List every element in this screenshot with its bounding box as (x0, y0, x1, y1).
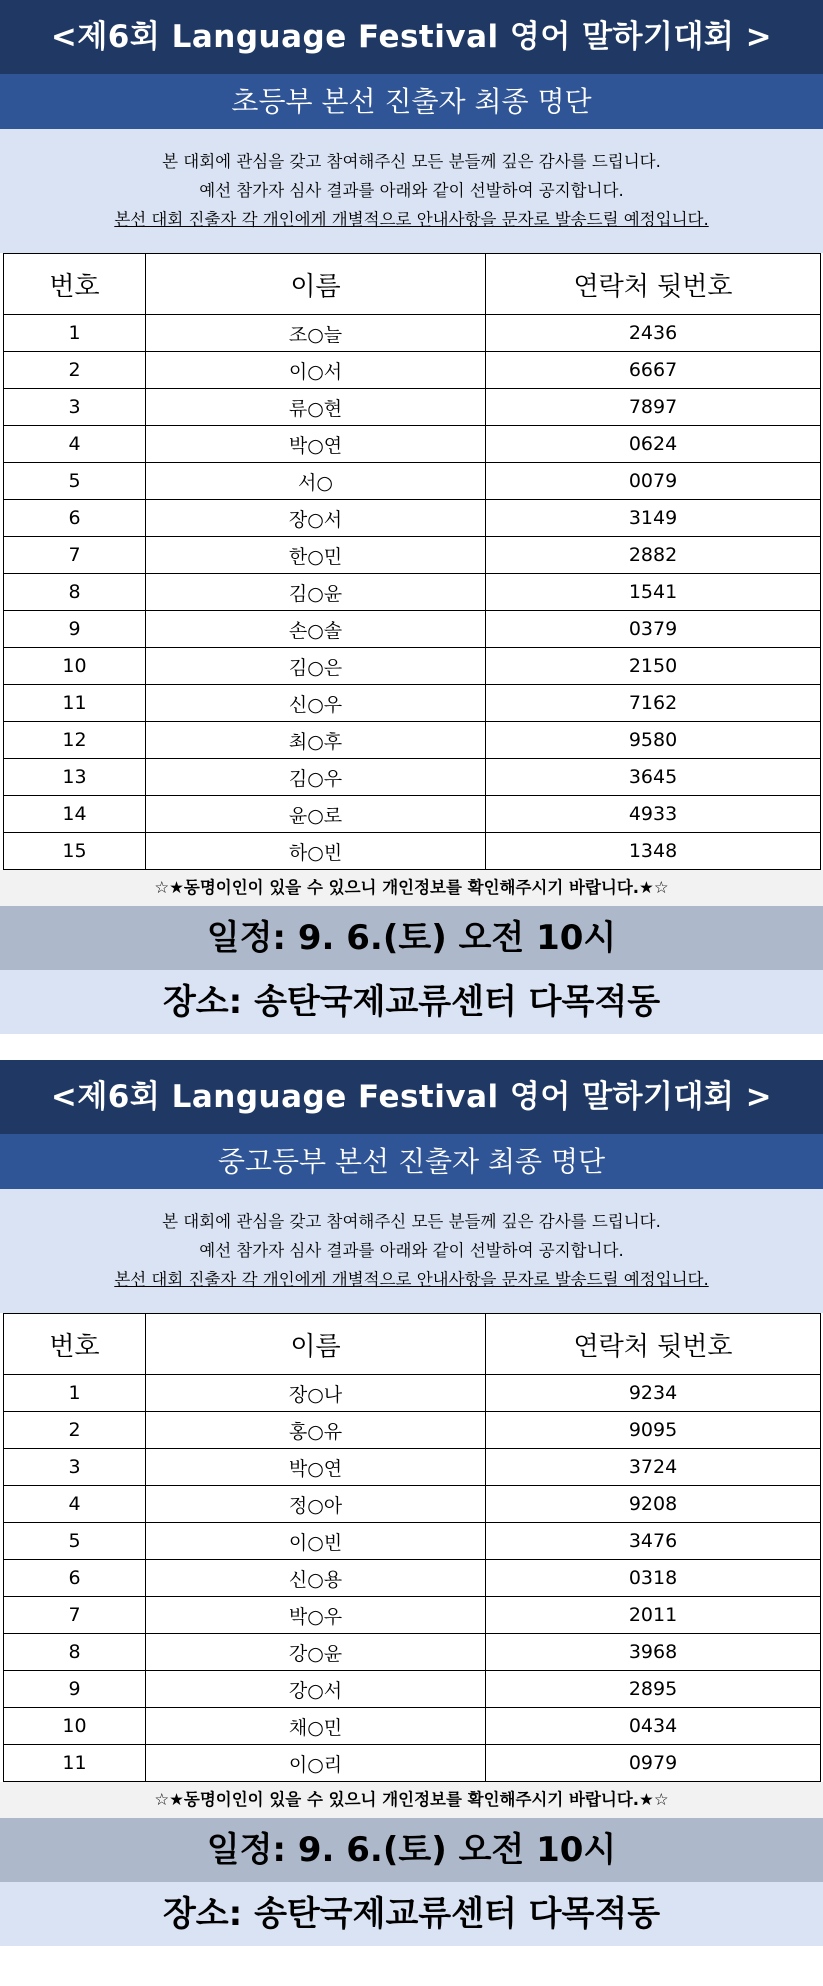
row-phone-cell: 3724 (486, 1449, 821, 1486)
row-phone-cell: 7897 (486, 389, 821, 426)
row-phone-cell: 9580 (486, 722, 821, 759)
row-phone-cell: 3968 (486, 1634, 821, 1671)
table-row (4, 759, 821, 796)
finalist-table (3, 253, 821, 870)
row-name-cell: 김○은 (146, 648, 486, 685)
row-name-cell: 이○리 (146, 1745, 486, 1782)
row-number-cell: 15 (4, 833, 146, 870)
row-phone-cell: 9234 (486, 1375, 821, 1412)
row-phone-cell: 2150 (486, 648, 821, 685)
row-name-cell: 신○용 (146, 1560, 486, 1597)
column-header-name: 이름 (146, 254, 486, 315)
row-name-cell: 박○우 (146, 1597, 486, 1634)
row-phone-cell: 3476 (486, 1523, 821, 1560)
row-name-cell: 채○민 (146, 1708, 486, 1745)
row-name-cell: 조○늘 (146, 315, 486, 352)
table-row (4, 315, 821, 352)
row-name-cell: 박○연 (146, 426, 486, 463)
notice-line: 본선 대회 진출자 각 개인에게 개별적으로 안내사항을 문자로 발송드릴 예정입니다. (114, 210, 709, 229)
row-phone-cell: 3149 (486, 500, 821, 537)
notice-line: 예선 참가자 심사 결과를 아래와 같이 선발하여 공지합니다. (199, 181, 624, 200)
notice-box (0, 1189, 823, 1313)
row-name-cell: 김○우 (146, 759, 486, 796)
table-row (4, 574, 821, 611)
row-number-cell: 9 (4, 1671, 146, 1708)
row-name-cell: 강○서 (146, 1671, 486, 1708)
table-row (4, 1597, 821, 1634)
column-header-number: 번호 (4, 1314, 146, 1375)
notice-line: 본선 대회 진출자 각 개인에게 개별적으로 안내사항을 문자로 발송드릴 예정입니다. (114, 1270, 709, 1289)
table-row (4, 796, 821, 833)
schedule-bar: 일정: 9. 6.(토) 오전 10시 (0, 1818, 823, 1882)
table-row (4, 1708, 821, 1745)
table-row (4, 1486, 821, 1523)
notice-line: 예선 참가자 심사 결과를 아래와 같이 선발하여 공지합니다. (199, 1241, 624, 1260)
row-name-cell: 하○빈 (146, 833, 486, 870)
row-number-cell: 4 (4, 426, 146, 463)
row-number-cell: 1 (4, 315, 146, 352)
row-number-cell: 2 (4, 352, 146, 389)
table-row (4, 389, 821, 426)
table-header-row (4, 1314, 821, 1375)
row-number-cell: 3 (4, 389, 146, 426)
column-header-phone: 연락처 뒷번호 (486, 1314, 821, 1375)
row-number-cell: 14 (4, 796, 146, 833)
row-name-cell: 윤○로 (146, 796, 486, 833)
table-row (4, 463, 821, 500)
row-phone-cell: 2882 (486, 537, 821, 574)
row-number-cell: 7 (4, 537, 146, 574)
event-title: <제6회 Language Festival 영어 말하기대회 > (0, 0, 823, 74)
row-phone-cell: 1541 (486, 574, 821, 611)
notice-box (0, 129, 823, 253)
row-name-cell: 신○우 (146, 685, 486, 722)
row-phone-cell: 0434 (486, 1708, 821, 1745)
table-row (4, 722, 821, 759)
row-number-cell: 8 (4, 1634, 146, 1671)
table-row (4, 500, 821, 537)
row-number-cell: 6 (4, 500, 146, 537)
row-phone-cell: 6667 (486, 352, 821, 389)
row-name-cell: 최○후 (146, 722, 486, 759)
row-number-cell: 10 (4, 1708, 146, 1745)
row-phone-cell: 2011 (486, 1597, 821, 1634)
row-name-cell: 장○서 (146, 500, 486, 537)
table-row (4, 426, 821, 463)
place-bar: 장소: 송탄국제교류센터 다목적동 (0, 970, 823, 1034)
row-number-cell: 11 (4, 1745, 146, 1782)
list-subtitle: 중고등부 본선 진출자 최종 명단 (0, 1134, 823, 1189)
warning-note: ☆★동명이인이 있을 수 있으니 개인정보를 확인해주시기 바랍니다.★☆ (0, 870, 823, 906)
notice-line: 본 대회에 관심을 갖고 참여해주신 모든 분들께 깊은 감사를 드립니다. (162, 152, 661, 171)
row-name-cell: 이○빈 (146, 1523, 486, 1560)
row-phone-cell: 0979 (486, 1745, 821, 1782)
table-row (4, 685, 821, 722)
table-row (4, 1745, 821, 1782)
column-header-phone: 연락처 뒷번호 (486, 254, 821, 315)
row-number-cell: 12 (4, 722, 146, 759)
row-phone-cell: 0079 (486, 463, 821, 500)
finalist-table (3, 1313, 821, 1782)
row-name-cell: 박○연 (146, 1449, 486, 1486)
row-phone-cell: 3645 (486, 759, 821, 796)
row-number-cell: 11 (4, 685, 146, 722)
schedule-bar: 일정: 9. 6.(토) 오전 10시 (0, 906, 823, 970)
place-bar: 장소: 송탄국제교류센터 다목적동 (0, 1882, 823, 1946)
row-number-cell: 4 (4, 1486, 146, 1523)
table-row (4, 1375, 821, 1412)
row-name-cell: 강○윤 (146, 1634, 486, 1671)
row-name-cell: 홍○유 (146, 1412, 486, 1449)
table-header-row (4, 254, 821, 315)
row-phone-cell: 1348 (486, 833, 821, 870)
table-row (4, 1560, 821, 1597)
row-name-cell: 김○윤 (146, 574, 486, 611)
row-name-cell: 류○현 (146, 389, 486, 426)
column-header-number: 번호 (4, 254, 146, 315)
table-row (4, 648, 821, 685)
table-row (4, 1634, 821, 1671)
row-number-cell: 8 (4, 574, 146, 611)
column-header-name: 이름 (146, 1314, 486, 1375)
notice-line: 본 대회에 관심을 갖고 참여해주신 모든 분들께 깊은 감사를 드립니다. (162, 1212, 661, 1231)
table-row (4, 833, 821, 870)
row-number-cell: 7 (4, 1597, 146, 1634)
table-row (4, 1412, 821, 1449)
table-row (4, 1671, 821, 1708)
row-number-cell: 3 (4, 1449, 146, 1486)
row-name-cell: 이○서 (146, 352, 486, 389)
row-number-cell: 10 (4, 648, 146, 685)
row-name-cell: 장○나 (146, 1375, 486, 1412)
row-number-cell: 5 (4, 463, 146, 500)
row-number-cell: 9 (4, 611, 146, 648)
table-body (4, 315, 821, 870)
row-phone-cell: 2895 (486, 1671, 821, 1708)
table-row (4, 1449, 821, 1486)
list-subtitle: 초등부 본선 진출자 최종 명단 (0, 74, 823, 129)
row-name-cell: 손○솔 (146, 611, 486, 648)
row-phone-cell: 9095 (486, 1412, 821, 1449)
row-phone-cell: 0318 (486, 1560, 821, 1597)
row-number-cell: 5 (4, 1523, 146, 1560)
warning-note: ☆★동명이인이 있을 수 있으니 개인정보를 확인해주시기 바랍니다.★☆ (0, 1782, 823, 1818)
row-phone-cell: 0624 (486, 426, 821, 463)
section-middle-high (0, 1060, 823, 1946)
row-number-cell: 6 (4, 1560, 146, 1597)
row-phone-cell: 2436 (486, 315, 821, 352)
table-row (4, 352, 821, 389)
row-phone-cell: 7162 (486, 685, 821, 722)
table-body (4, 1375, 821, 1782)
row-name-cell: 서○ (146, 463, 486, 500)
row-name-cell: 정○아 (146, 1486, 486, 1523)
row-number-cell: 13 (4, 759, 146, 796)
event-title: <제6회 Language Festival 영어 말하기대회 > (0, 1060, 823, 1134)
row-number-cell: 1 (4, 1375, 146, 1412)
row-phone-cell: 9208 (486, 1486, 821, 1523)
row-number-cell: 2 (4, 1412, 146, 1449)
table-row (4, 537, 821, 574)
row-name-cell: 한○민 (146, 537, 486, 574)
table-row (4, 1523, 821, 1560)
row-phone-cell: 0379 (486, 611, 821, 648)
row-phone-cell: 4933 (486, 796, 821, 833)
table-row (4, 611, 821, 648)
